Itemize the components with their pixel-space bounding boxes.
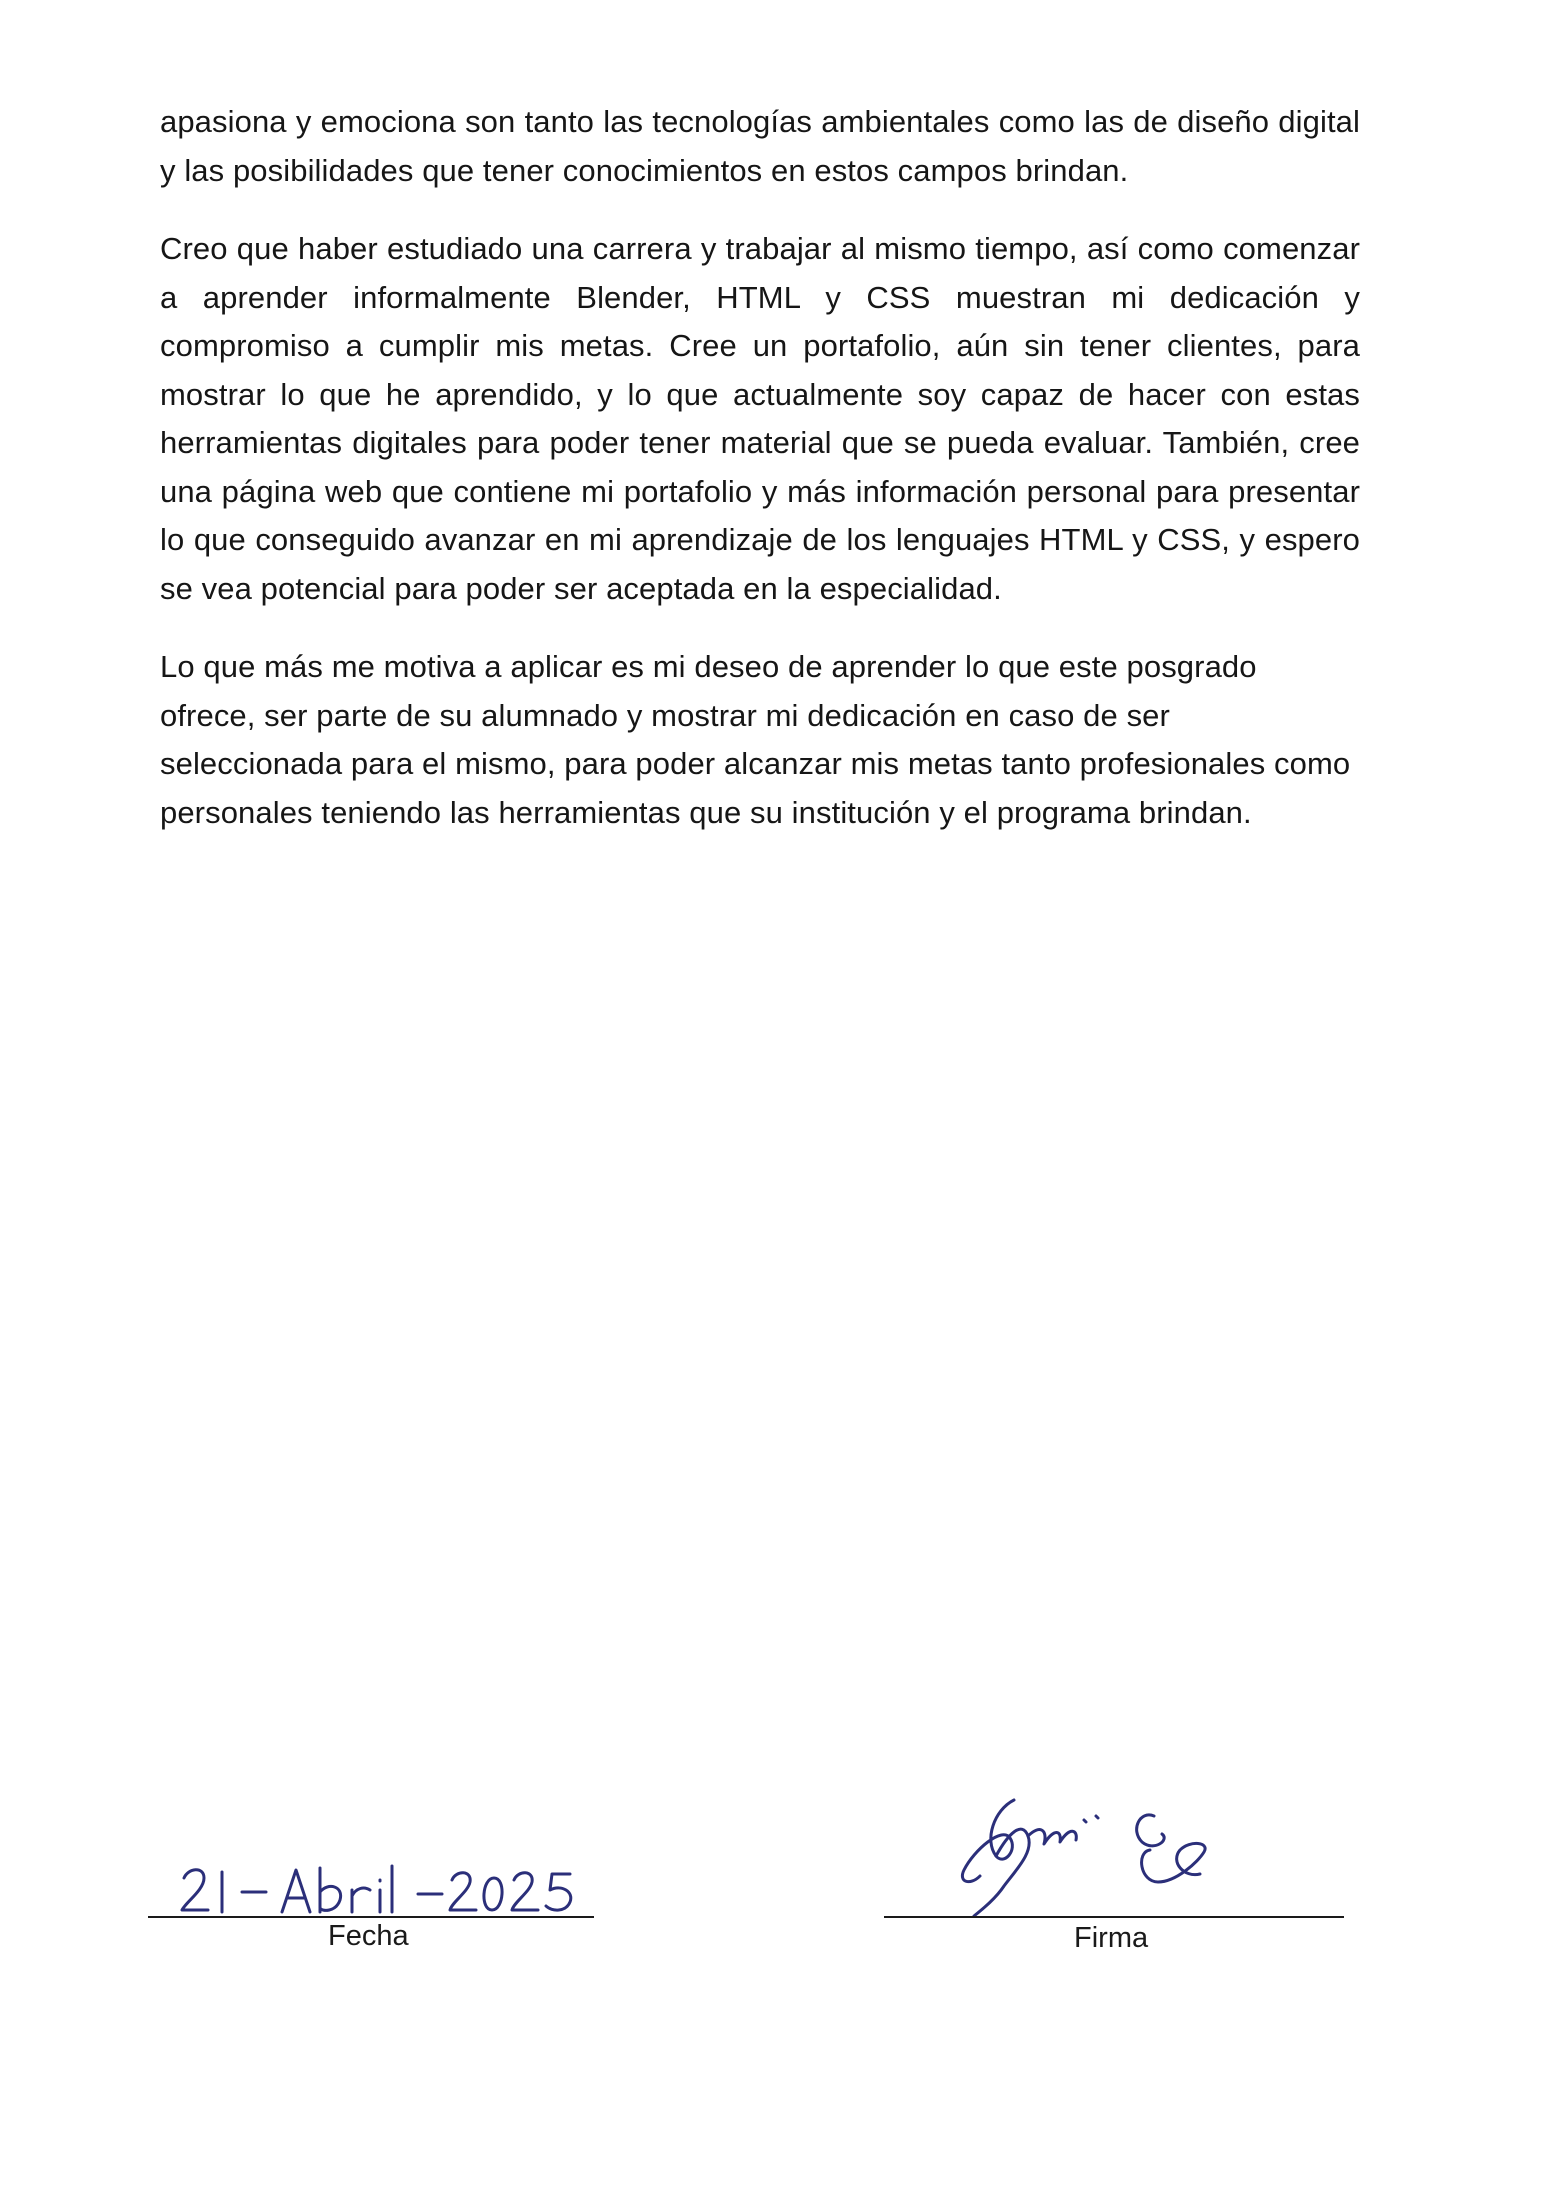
paragraph-1: apasiona y emociona son tanto las tecnologías ambientales como las de diseño digital y las posibilidades que tener conocimientos en estos campos brindan. — [160, 104, 1360, 188]
date-underline — [148, 1916, 594, 1918]
letter-body — [160, 98, 1360, 867]
handwritten-signature — [944, 1790, 1244, 1920]
handwritten-date — [170, 1830, 590, 1920]
signature-field — [884, 1790, 1344, 1970]
paragraph-3: Lo que más me motiva a aplicar es mi deseo de aprender lo que este posgrado ofrece, ser parte de su alumnado y mostrar mi dedicación en caso de ser seleccionada para el mismo, para poder alcanzar mis metas tanto profesionales como personales teniendo las herramientas que su institución y el programa brindan. — [160, 649, 1351, 830]
paragraph-2: Creo que haber estudiado una carrera y trabajar al mismo tiempo, así como comenzar a aprender informalmente Blender, HTML y CSS muestran mi dedicación y compromiso a cumplir mis metas. Cree un portafolio, aún sin tener clientes, para mostrar lo que he aprendido, y lo que actualmente soy capaz de hacer con estas herramientas digitales para poder tener material que se pueda evaluar. También, cree una página web que contiene mi portafolio y más información personal para presentar lo que conseguido avanzar en mi aprendizaje de los lenguajes HTML y CSS, y espero se vea potencial para poder ser aceptada en la especialidad. — [160, 231, 1360, 606]
date-field — [148, 1830, 594, 1970]
signature-label: Firma — [1074, 1922, 1149, 1954]
signature-underline — [884, 1916, 1344, 1918]
date-label: Fecha — [328, 1920, 409, 1952]
